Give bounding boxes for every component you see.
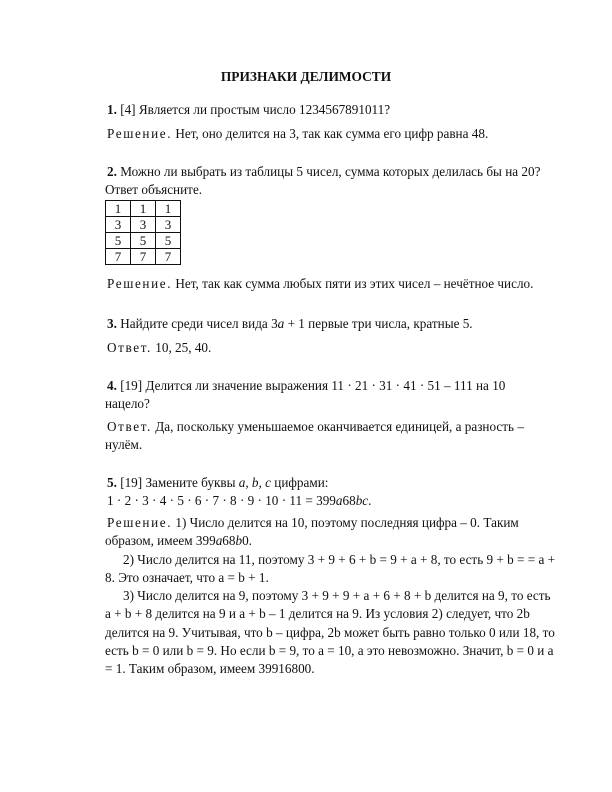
table-cell: 7 <box>106 249 131 265</box>
problem-5-solution <box>105 514 573 679</box>
table-row <box>106 249 181 265</box>
table-cell: 3 <box>131 217 156 233</box>
problem-1 <box>105 101 573 119</box>
variable: bc <box>355 493 369 509</box>
problem-3 <box>105 315 573 333</box>
variables: a, b, c <box>238 475 271 490</box>
problem-2-solution <box>105 275 573 293</box>
problem-2 <box>105 163 573 200</box>
problem-number: 3. <box>107 316 117 331</box>
table-cell: 5 <box>131 233 156 249</box>
table-cell: 5 <box>106 233 131 249</box>
solution-line: 8. Это означает, что a = b + 1. <box>105 569 269 585</box>
variable: a <box>335 493 343 509</box>
solution-digits: 68 <box>222 533 236 549</box>
question-text-line2: Ответ объясните. <box>105 182 203 198</box>
problem-1-solution <box>105 125 573 143</box>
equation-digits: 68 <box>342 493 356 509</box>
question-text-line2: нацело? <box>105 396 150 412</box>
solution-line: a + b + 8 делится на 9 и a + b – 1 делится на 9. Из условия 2) следует, что 2b <box>105 606 530 622</box>
table-cell: 1 <box>156 201 181 217</box>
solution-line: есть b = 0 или b = 9. Но если b = 9, то a = 10, а это невозможно. Значит, b = 0 и a <box>105 643 554 659</box>
question-text: Можно ли выбрать из таблицы 5 чисел, сумма которых делилась бы на 20? <box>116 164 541 179</box>
table-cell: 5 <box>156 233 181 249</box>
solution-text: Нет, так как сумма любых пяти из этих чисел – нечётное число. <box>172 276 534 291</box>
answer-text-line2: нулём. <box>105 437 143 453</box>
solution-line <box>105 532 573 550</box>
question-text: Является ли простым число 1234567891011? <box>135 102 391 117</box>
table-cell: 1 <box>131 201 156 217</box>
table-row <box>106 201 181 217</box>
question-text: [19] Замените буквы <box>116 475 239 490</box>
variable: a <box>215 533 223 549</box>
question-text: [19] Делится ли значение выражения 11 · 21 · 31 · 41 · 51 – 111 на 10 <box>116 378 506 393</box>
problem-4-answer <box>105 418 573 455</box>
answer-text: Да, поскольку уменьшаемое оканчивается единицей, а разность – <box>151 419 524 434</box>
page-title: ПРИЗНАКИ ДЕЛИМОСТИ <box>220 69 392 84</box>
solution-text: Нет, оно делится на 3, так как сумма его цифр равна 48. <box>172 126 489 141</box>
problem-4 <box>105 377 573 414</box>
question-text-cont: цифрами: <box>270 475 329 490</box>
problem-5 <box>105 474 573 511</box>
table-row <box>106 233 181 249</box>
equation <box>105 492 573 510</box>
solution-text: 1) Число делится на 10, поэтому последняя цифра – 0. Таким <box>172 515 519 530</box>
equation-left: 1 · 2 · 3 · 4 · 5 · 6 · 7 · 8 · 9 · 10 · 11 = 399 <box>107 493 336 509</box>
number-table <box>105 200 181 265</box>
problem-number: 2. <box>107 164 117 179</box>
problem-number: 1. <box>107 102 117 117</box>
equation-end: . <box>368 493 372 509</box>
solution-text: образом, имеем 399 <box>105 533 216 549</box>
solution-line: = 1. Таким образом, имеем 39916800. <box>105 661 315 677</box>
table-cell: 3 <box>156 217 181 233</box>
answer-label: Ответ. <box>107 340 152 355</box>
problem-number: 5. <box>107 475 117 490</box>
question-text-cont: + 1 первые три числа, кратные 5. <box>284 316 473 331</box>
solution-line: 2) Число делится на 11, поэтому 3 + 9 + 6 + b = 9 + a + 8, то есть 9 + b = = a + <box>123 551 556 567</box>
solution-label: Решение. <box>107 515 173 530</box>
source-ref: [4] <box>120 102 136 117</box>
solution-label: Решение. <box>107 276 173 291</box>
answer-label: Ответ. <box>107 419 152 434</box>
problem-1-question <box>105 101 573 119</box>
answer-text: 10, 25, 40. <box>151 340 212 355</box>
problem-number: 4. <box>107 378 117 393</box>
solution-label: Решение. <box>107 126 173 141</box>
solution-line: делится на 9. Учитывая, что b – цифра, 2b может быть равно только 0 или 18, то <box>105 624 555 640</box>
question-text: Найдите среди чисел вида 3 <box>116 316 278 331</box>
problem-3-answer <box>105 339 573 357</box>
table-cell: 7 <box>156 249 181 265</box>
solution-end: 0. <box>242 533 252 549</box>
variable: b <box>235 533 243 549</box>
table-cell: 1 <box>106 201 131 217</box>
table-cell: 7 <box>131 249 156 265</box>
solution-line: 3) Число делится на 9, поэтому 3 + 9 + 9 + a + 6 + 8 + b делится на 9, то есть <box>123 588 551 604</box>
variable: a <box>277 316 285 331</box>
table-row <box>106 217 181 233</box>
table-cell: 3 <box>106 217 131 233</box>
